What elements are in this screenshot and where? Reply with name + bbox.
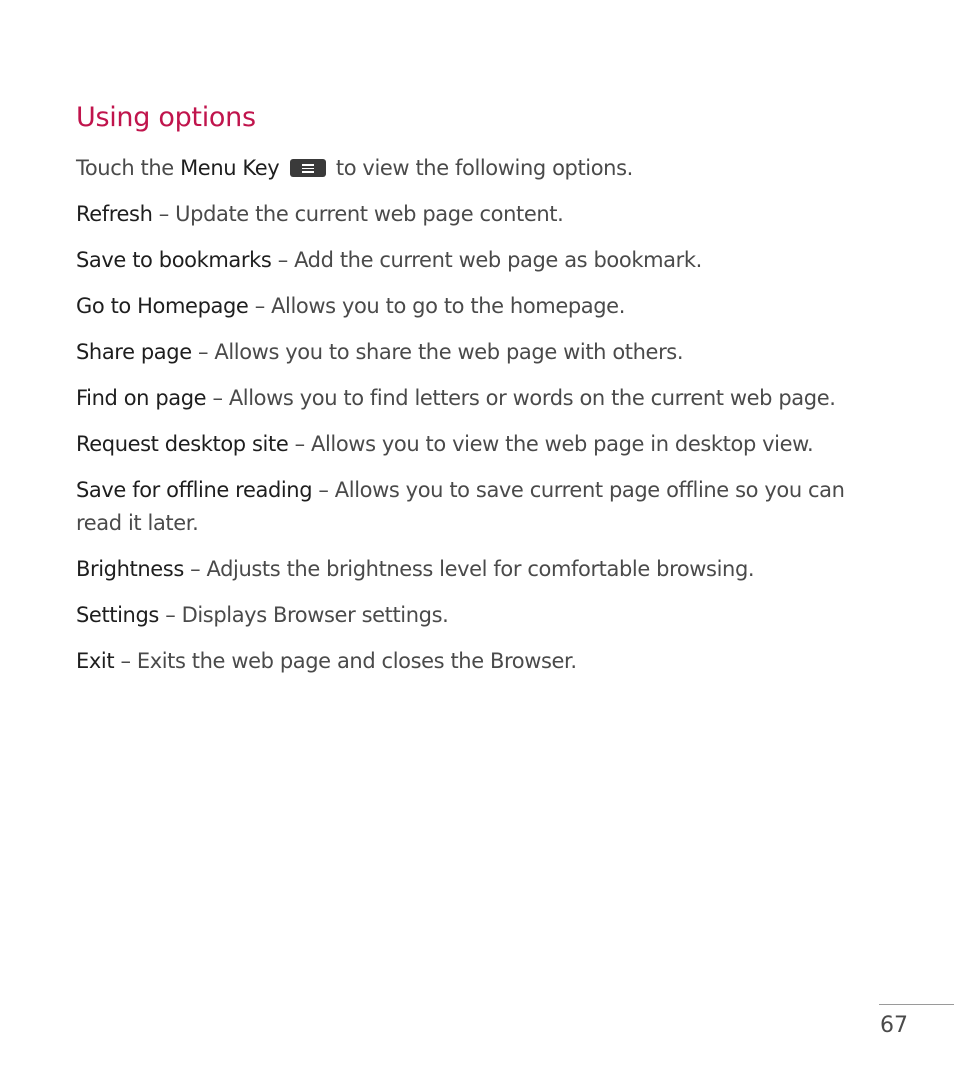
option-description: – Add the current web page as bookmark.: [271, 248, 702, 272]
option-description: – Update the current web page content.: [152, 202, 564, 226]
footer-divider: [879, 1004, 954, 1005]
option-term: Share page: [76, 340, 192, 364]
intro-prefix: Touch the: [76, 156, 181, 180]
intro-paragraph: [76, 152, 896, 185]
option-term: Go to Homepage: [76, 294, 249, 318]
option-find-on-page: [76, 382, 896, 415]
option-description: – Adjusts the brightness level for comfortable browsing.: [183, 557, 755, 581]
option-request-desktop-site: [76, 428, 896, 461]
page-number: 67: [880, 1013, 908, 1038]
option-description: – Displays Browser settings.: [158, 603, 449, 627]
option-go-to-homepage: [76, 290, 896, 323]
option-description: – Exits the web page and closes the Browser.: [114, 649, 577, 673]
option-settings: [76, 599, 896, 632]
section-heading: Using options: [76, 102, 256, 133]
option-description: – Allows you to find letters or words on the current web page.: [206, 386, 836, 410]
option-term: Save to bookmarks: [76, 248, 272, 272]
option-brightness: [76, 553, 896, 586]
option-term: Settings: [76, 603, 159, 627]
option-exit: [76, 645, 896, 678]
option-description: – Allows you to view the web page in desktop view.: [288, 432, 814, 456]
option-term: Brightness: [76, 557, 184, 581]
menu-key-label: Menu Key: [180, 156, 280, 180]
option-term: Refresh: [76, 202, 153, 226]
option-term: Exit: [76, 649, 115, 673]
option-save-to-bookmarks: [76, 244, 896, 277]
intro-suffix: to view the following options.: [329, 156, 633, 180]
menu-key-icon: [290, 159, 326, 177]
option-description: – Allows you to save current page offline so you can read it later.: [76, 478, 845, 535]
option-refresh: [76, 198, 896, 231]
option-term: Save for offline reading: [76, 478, 313, 502]
option-description: – Allows you to share the web page with others.: [191, 340, 684, 364]
option-save-for-offline-reading: [76, 474, 896, 540]
option-description: – Allows you to go to the homepage.: [248, 294, 625, 318]
option-term: Request desktop site: [76, 432, 289, 456]
option-share-page: [76, 336, 896, 369]
document-body: [76, 98, 896, 691]
option-term: Find on page: [76, 386, 207, 410]
